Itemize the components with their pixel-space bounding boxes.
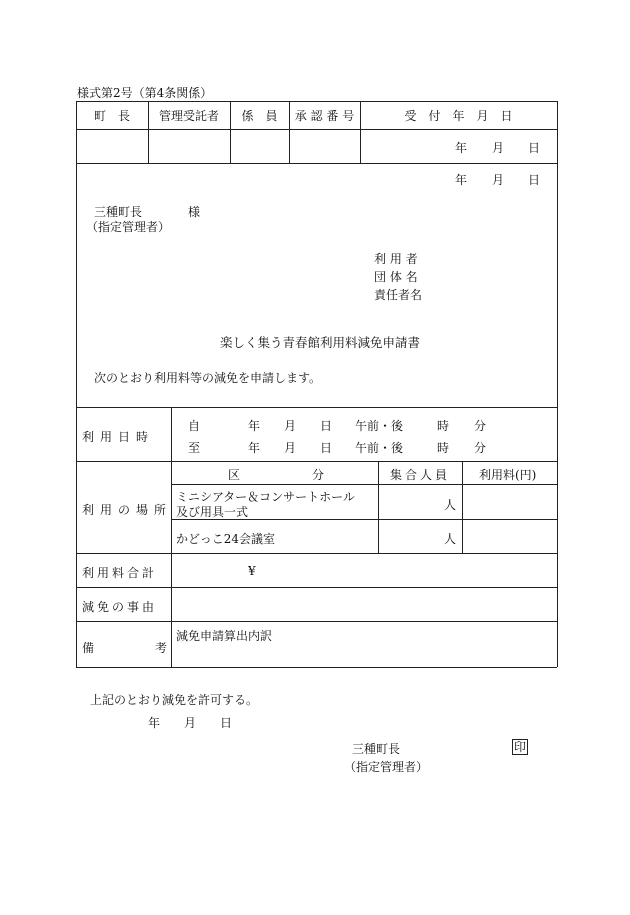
remarks-label-a: 備	[82, 641, 95, 655]
intro-text: 次のとおり利用料等の減免を申請します。	[94, 371, 322, 385]
kubun-header-a: 区	[228, 468, 241, 482]
place-row-1-line1: ミニシアター＆コンサートホール	[176, 490, 355, 504]
addressee-name: 三種町長	[94, 205, 143, 219]
reason-label: 減免の事由	[82, 600, 158, 614]
to-ampm: 午前・後	[355, 441, 404, 455]
application-day: 日	[528, 173, 541, 187]
fee-header: 利用料(円)	[479, 468, 537, 482]
approval-month: 月	[184, 716, 197, 730]
document-title: 楽しく集う青春館利用料減免申請書	[220, 335, 421, 350]
received-year: 年	[455, 141, 468, 155]
header-approval-number: 承 認 番 号	[294, 109, 355, 123]
header-received-date: 受 付 年 月 日	[404, 109, 513, 123]
from-ampm: 午前・後	[355, 419, 404, 433]
from-day: 日	[320, 419, 333, 433]
from-month: 月	[284, 419, 297, 433]
approval-year: 年	[148, 716, 161, 730]
to-minute: 分	[474, 441, 487, 455]
to-prefix: 至	[188, 441, 201, 455]
header-manager: 管理受託者	[158, 109, 219, 123]
remarks-content: 減免申請算出内訳	[176, 629, 273, 643]
approval-signer: 三種町長	[352, 742, 401, 756]
place-row-2-unit: 人	[444, 532, 457, 546]
approval-day: 日	[220, 716, 233, 730]
addressee-suffix: 様	[188, 205, 201, 219]
received-month: 月	[492, 141, 505, 155]
approval-text: 上記のとおり減免を許可する。	[90, 693, 259, 707]
place-row-1-line2: 及び用具一式	[176, 505, 249, 519]
to-hour: 時	[437, 441, 450, 455]
to-day: 日	[320, 441, 333, 455]
place-row-1-unit: 人	[444, 498, 457, 512]
from-prefix: 自	[188, 419, 201, 433]
people-header: 集合人員	[390, 468, 451, 482]
form-label: 様式第2号（第4条関係）	[77, 86, 213, 100]
use-datetime-label: 利用日時	[82, 430, 155, 444]
applicant-person-label: 責任者名	[374, 288, 423, 302]
application-month: 月	[492, 173, 505, 187]
received-day: 日	[528, 141, 541, 155]
use-place-label: 利用の場所	[82, 503, 173, 517]
from-year: 年	[248, 419, 261, 433]
kubun-header-b: 分	[312, 468, 325, 482]
addressee-sub: （指定管理者）	[86, 220, 171, 234]
total-label: 利用料合計	[82, 566, 158, 580]
header-mayor: 町 長	[93, 109, 130, 123]
place-row-2-line1: かどっこ24会議室	[176, 532, 276, 546]
to-year: 年	[248, 441, 261, 455]
remarks-label-b: 考	[155, 641, 168, 655]
total-yen: ¥	[248, 564, 256, 578]
from-hour: 時	[437, 419, 450, 433]
applicant-group-label: 団 体 名	[374, 270, 418, 284]
to-month: 月	[284, 441, 297, 455]
approval-signer-sub: （指定管理者）	[344, 760, 429, 774]
seal-label: 印	[514, 740, 527, 754]
application-year: 年	[455, 173, 468, 187]
from-minute: 分	[474, 419, 487, 433]
applicant-user-label: 利 用 者	[374, 252, 418, 266]
header-staff: 係 員	[241, 109, 278, 123]
seal-mark	[512, 739, 528, 755]
